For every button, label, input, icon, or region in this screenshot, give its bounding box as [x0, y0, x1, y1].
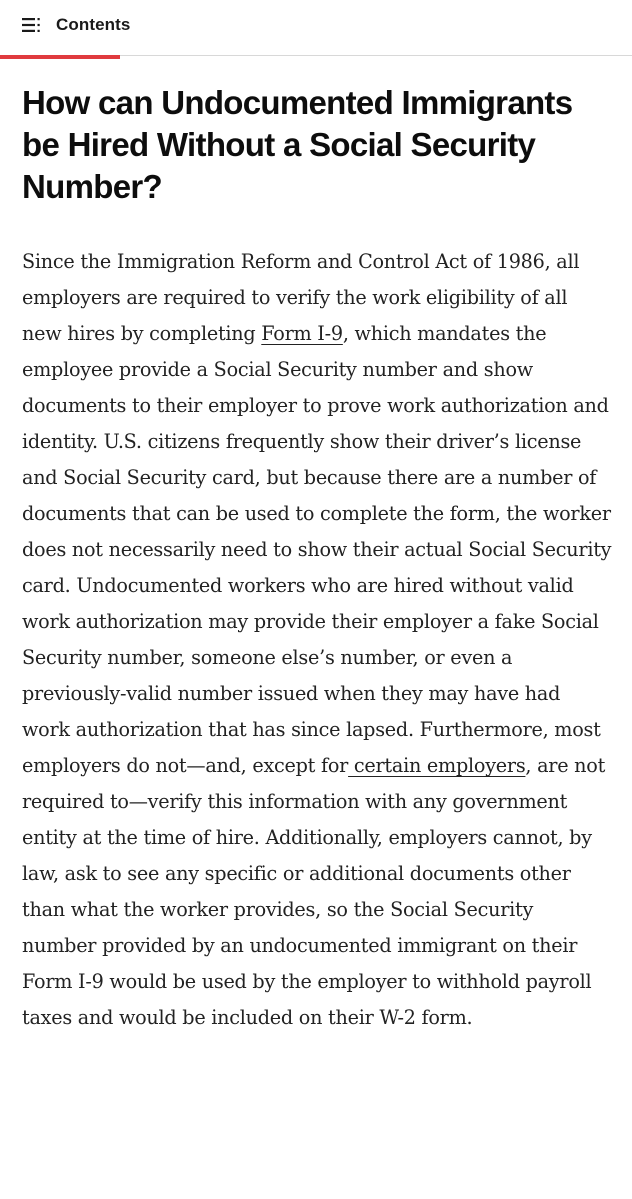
reading-progress-bar [0, 55, 120, 59]
form-i9-link[interactable]: Form I-9 [261, 322, 343, 345]
contents-label: Contents [56, 15, 131, 34]
article-title: How can Undocumented Immigrants be Hired Without a Social Security Number? [22, 84, 573, 205]
paragraph-text: Since the Immigration Reform and Control Act of 1986, all employers are required to verify the work eligibility of all new hires by completing [22, 250, 580, 345]
contents-button[interactable] [22, 13, 130, 37]
top-bar [0, 0, 632, 56]
list-menu-icon [22, 18, 42, 32]
paragraph-text: , which mandates the employee provide a Social Security number and show documents to their employer to prove work authorization and identity. U.S. citizens frequently show their driver’s license and Social Security card, but because there are a number of documents that can be used to complete the form, the worker does not necessarily need to show their actual Social Security card. Undocumented workers who are hired without valid work authorization may provide their employer a fake Social Security number, someone else’s number, or even a previously-valid number issued when they may have had work authorization that has since lapsed. Furthermore, most employers do not—and, except for [22, 322, 612, 777]
article-paragraph [22, 244, 612, 1036]
paragraph-text: , are not required to—verify this information with any government entity at the time of hire. Additionally, employers cannot, by law, ask to see any specific or additional documents other than what the worker provides, so the Social Security number provided by an undocumented immigrant on their Form I-9 would be used by the employer to withhold payroll taxes and would be included on their W-2 form. [22, 754, 606, 1029]
certain-employers-link[interactable]: certain employers [348, 754, 526, 777]
